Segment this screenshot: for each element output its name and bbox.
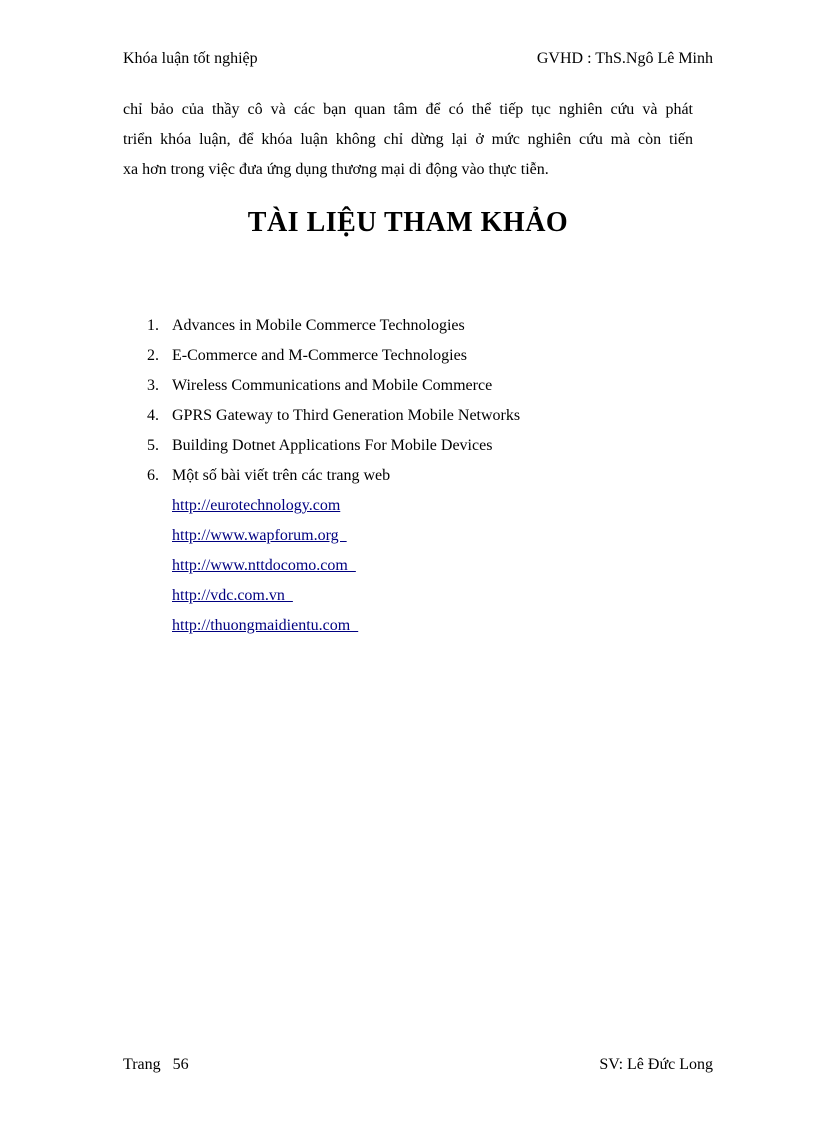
link-thuongmaidientu[interactable]: http://thuongmaidientu.com	[172, 617, 359, 634]
reference-item	[147, 371, 520, 401]
paragraph-line: chỉ bảo của thầy cô và các bạn quan tâm để có thể tiếp tục nghiên cứu và phát	[123, 101, 693, 118]
references-heading: TÀI LIỆU THAM KHẢO	[247, 207, 569, 238]
reference-number: 1.	[147, 317, 159, 334]
reference-item	[147, 461, 520, 491]
link-wapforum[interactable]: http://www.wapforum.org	[172, 527, 347, 544]
header-advisor-label: GVHD : ThS.Ngô Lê Minh	[536, 50, 713, 67]
reference-item	[147, 311, 520, 341]
reference-text: Một số bài viết trên các trang web	[172, 467, 391, 484]
body-paragraph	[123, 95, 693, 185]
link-eurotechnology[interactable]: http://eurotechnology.com	[172, 497, 341, 514]
link-nttdocomo[interactable]: http://www.nttdocomo.com	[172, 557, 356, 574]
reference-item	[147, 401, 520, 431]
reference-number: 2.	[147, 347, 159, 364]
link-vdc[interactable]: http://vdc.com.vn	[172, 587, 293, 604]
web-link-list	[172, 491, 358, 641]
paragraph-line: xa hơn trong việc đưa ứng dụng thương mại di động vào thực tiễn.	[123, 161, 549, 178]
student-name: SV: Lê Đức Long	[599, 1056, 713, 1073]
reference-text: Wireless Communications and Mobile Commerce	[172, 377, 493, 394]
reference-number: 5.	[147, 437, 159, 454]
reference-list	[147, 311, 520, 491]
reference-item	[147, 341, 520, 371]
page-header	[123, 48, 713, 70]
reference-text: GPRS Gateway to Third Generation Mobile Networks	[172, 407, 521, 424]
page-footer	[123, 1054, 713, 1076]
header-thesis-label: Khóa luận tốt nghiệp	[123, 50, 258, 67]
reference-text: Building Dotnet Applications For Mobile Devices	[172, 437, 493, 454]
reference-text: E-Commerce and M-Commerce Technologies	[172, 347, 467, 364]
reference-number: 6.	[147, 467, 159, 484]
reference-item	[147, 431, 520, 461]
reference-text: Advances in Mobile Commerce Technologies	[172, 317, 465, 334]
reference-number: 3.	[147, 377, 159, 394]
page-number: Trang 56	[123, 1056, 189, 1073]
paragraph-line: triển khóa luận, để khóa luận không chỉ dừng lại ở mức nghiên cứu mà còn tiến	[123, 131, 693, 148]
reference-number: 4.	[147, 407, 159, 424]
